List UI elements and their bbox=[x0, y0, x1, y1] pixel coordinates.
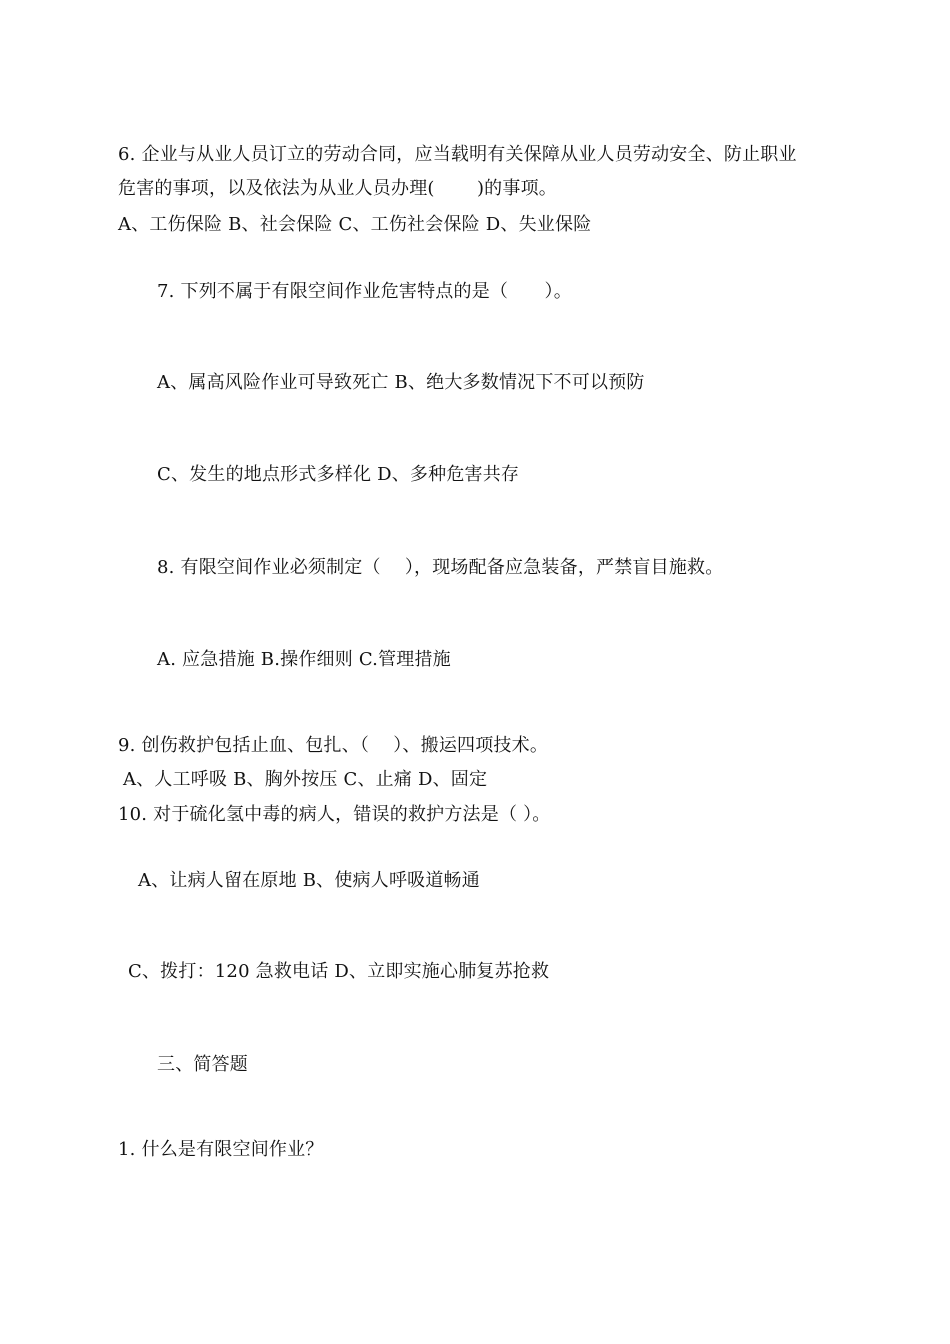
short-answer-question-1: 1. 什么是有限空间作业？ bbox=[118, 1139, 324, 1160]
question-6-stem-line-1: 6. 企业与从业人员订立的劳动合同，应当载明有关保障从业人员劳动安全、防止职业 bbox=[118, 144, 797, 165]
question-10-options-a-b: A、让病人留在原地 B、使病人呼吸道畅通 bbox=[138, 870, 480, 891]
question-7-stem: 7. 下列不属于有限空间作业危害特点的是（ ）。 bbox=[157, 281, 572, 302]
question-6-stem-line-2: 危害的事项，以及依法为从业人员办理( )的事项。 bbox=[118, 178, 557, 199]
question-7-options-a-b: A、属高风险作业可导致死亡 B、绝大多数情况下不可以预防 bbox=[157, 372, 645, 393]
question-9-options: A、人工呼吸 B、胸外按压 C、止痛 D、固定 bbox=[123, 769, 488, 790]
question-8-options: A. 应急措施 B.操作细则 C.管理措施 bbox=[157, 649, 451, 670]
question-9-stem: 9. 创伤救护包括止血、包扎、（ ）、搬运四项技术。 bbox=[118, 735, 549, 756]
question-7-options-c-d: C、发生的地点形式多样化 D、多种危害共存 bbox=[157, 464, 520, 485]
section-heading-short-answer: 三、简答题 bbox=[157, 1054, 248, 1075]
question-8-stem: 8. 有限空间作业必须制定（ ），现场配备应急装备，严禁盲目施救。 bbox=[157, 557, 724, 578]
question-10-options-c-d: C、拨打：120 急救电话 D、立即实施心肺复苏抢救 bbox=[128, 961, 550, 982]
question-10-stem: 10. 对于硫化氢中毒的病人，错误的救护方法是（ ）。 bbox=[118, 804, 551, 825]
question-6-options: A、工伤保险 B、社会保险 C、工伤社会保险 D、失业保险 bbox=[118, 214, 592, 235]
